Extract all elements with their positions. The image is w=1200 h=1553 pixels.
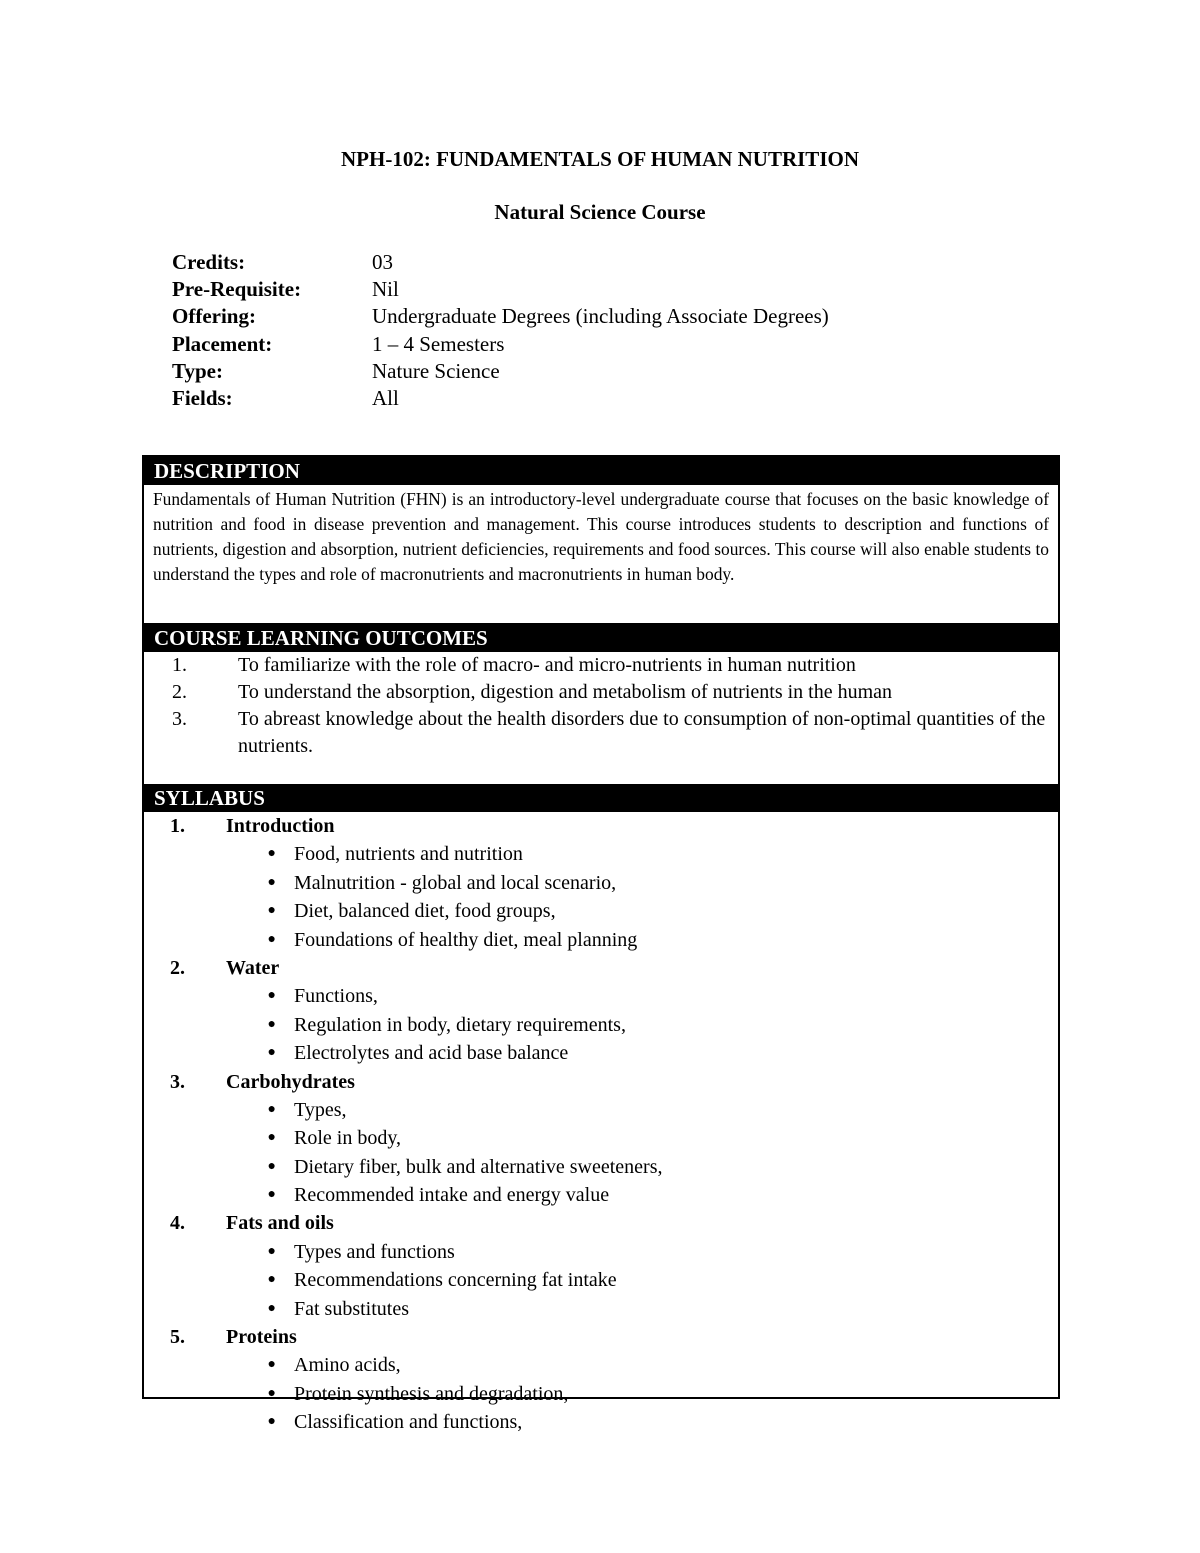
bullet-icon: ●: [267, 1101, 276, 1117]
description-text: Fundamentals of Human Nutrition (FHN) is an introductory-level undergraduate course that focuses on the basic knowledge of nutrition and food in disease prevention and management. This course introduces students to description and functions of nutrients, digestion and absorption, nutrient deficiencies, requirements and food sources. This course will also enable students to understand the types and role of macronutrients and macronutrients in human body.: [144, 485, 1058, 624]
outcome-number: 1.: [172, 654, 187, 676]
bullet-text: Electrolytes and acid base balance: [294, 1042, 569, 1065]
topic-bullet: [144, 1266, 1058, 1294]
bullet-text: Dietary fiber, bulk and alternative sweeteners,: [294, 1155, 663, 1178]
bullet-icon: ●: [267, 1272, 276, 1288]
course-meta-table: [172, 249, 1072, 412]
bullet-icon: ●: [267, 988, 276, 1004]
meta-label: Type:: [172, 358, 223, 383]
topic-bullet: [144, 1039, 1058, 1067]
outcomes-heading: COURSE LEARNING OUTCOMES: [144, 624, 1058, 652]
bullet-icon: ●: [267, 874, 276, 890]
bullet-icon: ●: [267, 1357, 276, 1373]
meta-value: 1 – 4 Semesters: [372, 331, 505, 356]
topic-bullet: [144, 897, 1058, 925]
meta-value: 03: [372, 250, 393, 275]
meta-row-prerequisite: [172, 276, 1072, 303]
topic-title: Carbohydrates: [226, 1070, 355, 1093]
syllabus-topic: [144, 1068, 1058, 1096]
syllabus-topic: [144, 1323, 1058, 1351]
meta-row-offering: [172, 303, 1072, 330]
meta-value: Undergraduate Degrees (including Associate Degrees): [372, 304, 829, 329]
topic-number: 5.: [170, 1326, 185, 1349]
bullet-icon: ●: [267, 931, 276, 947]
bullet-icon: ●: [267, 1158, 276, 1174]
topic-bullet: [144, 1408, 1058, 1436]
bullet-icon: ●: [267, 1016, 276, 1032]
course-outline-box: [142, 455, 1060, 1434]
page-subtitle: Natural Science Course: [494, 200, 706, 224]
meta-label: Pre-Requisite:: [172, 277, 302, 302]
topic-number: 2.: [170, 956, 185, 979]
syllabus-topic: [144, 1209, 1058, 1237]
outcome-item: [152, 706, 1050, 760]
outcome-item: [152, 679, 1050, 706]
bullet-text: Recommendations concerning fat intake: [294, 1269, 617, 1292]
outcomes-list: [144, 652, 1058, 784]
topic-bullet: [144, 1238, 1058, 1266]
bullet-icon: ●: [267, 1130, 276, 1146]
bullet-icon: ●: [267, 846, 276, 862]
meta-label: Offering:: [172, 304, 256, 329]
meta-label: Credits:: [172, 250, 246, 275]
topic-bullet: [144, 1096, 1058, 1124]
topic-title: Proteins: [226, 1326, 297, 1349]
bullet-icon: ●: [267, 1243, 276, 1259]
bullet-text: Recommended intake and energy value: [294, 1184, 610, 1207]
topic-bullet: [144, 982, 1058, 1010]
topic-number: 3.: [170, 1070, 185, 1093]
bullet-text: Foundations of healthy diet, meal planning: [294, 928, 638, 951]
topic-number: 4.: [170, 1212, 185, 1235]
meta-row-type: [172, 358, 1072, 385]
topic-bullet: [144, 926, 1058, 954]
topic-bullet: [144, 1011, 1058, 1039]
outcome-text: To understand the absorption, digestion and metabolism of nutrients in the human: [238, 681, 893, 703]
topic-number: 1.: [170, 815, 185, 837]
bullet-text: Role in body,: [294, 1127, 402, 1150]
topic-bullet: [144, 1295, 1058, 1323]
bullet-icon: ●: [267, 1414, 276, 1430]
bullet-text: Protein synthesis and degradation,: [294, 1382, 569, 1405]
syllabus-list: [144, 812, 1058, 1437]
outcome-text: To abreast knowledge about the health disorders due to consumption of non-optimal quantities of the nutrients.: [238, 708, 1046, 757]
syllabus-topic: [144, 954, 1058, 982]
topic-bullet: [144, 1153, 1058, 1181]
outcome-number: 3.: [172, 708, 187, 730]
topic-title: Fats and oils: [226, 1212, 334, 1235]
bullet-text: Diet, balanced diet, food groups,: [294, 900, 556, 923]
meta-label: Fields:: [172, 386, 233, 411]
page-title: NPH-102: FUNDAMENTALS OF HUMAN NUTRITION: [341, 147, 859, 171]
bullet-icon: ●: [267, 1300, 276, 1316]
syllabus-topic: [144, 812, 1058, 840]
meta-row-credits: [172, 249, 1072, 276]
description-heading: DESCRIPTION: [144, 457, 1058, 485]
bullet-text: Food, nutrients and nutrition: [294, 843, 523, 866]
meta-value: All: [372, 386, 399, 411]
meta-row-placement: [172, 331, 1072, 358]
syllabus-heading: SYLLABUS: [144, 784, 1058, 812]
bullet-text: Regulation in body, dietary requirements,: [294, 1013, 626, 1036]
topic-bullet: [144, 1181, 1058, 1209]
outcome-item: [152, 652, 1050, 679]
meta-label: Placement:: [172, 331, 273, 356]
meta-row-fields: [172, 385, 1072, 412]
bullet-text: Malnutrition - global and local scenario,: [294, 871, 617, 894]
topic-bullet: [144, 840, 1058, 868]
bullet-text: Types,: [294, 1098, 347, 1121]
bullet-icon: ●: [267, 1045, 276, 1061]
bullet-text: Amino acids,: [294, 1354, 401, 1377]
bullet-icon: ●: [267, 903, 276, 919]
bullet-text: Types and functions: [294, 1240, 455, 1263]
bullet-icon: ●: [267, 1187, 276, 1203]
bullet-text: Fat substitutes: [294, 1297, 410, 1320]
outcome-number: 2.: [172, 681, 187, 703]
topic-title: Water: [226, 956, 280, 979]
outcome-text: To familiarize with the role of macro- and micro-nutrients in human nutrition: [238, 654, 856, 676]
topic-title: Introduction: [226, 815, 335, 837]
meta-value: Nil: [372, 277, 399, 302]
bullet-icon: ●: [267, 1385, 276, 1401]
topic-bullet: [144, 1351, 1058, 1379]
topic-bullet: [144, 869, 1058, 897]
topic-bullet: [144, 1124, 1058, 1152]
bullet-text: Classification and functions,: [294, 1411, 523, 1434]
meta-value: Nature Science: [372, 358, 500, 383]
bullet-text: Functions,: [294, 985, 378, 1008]
topic-bullet: [144, 1380, 1058, 1408]
